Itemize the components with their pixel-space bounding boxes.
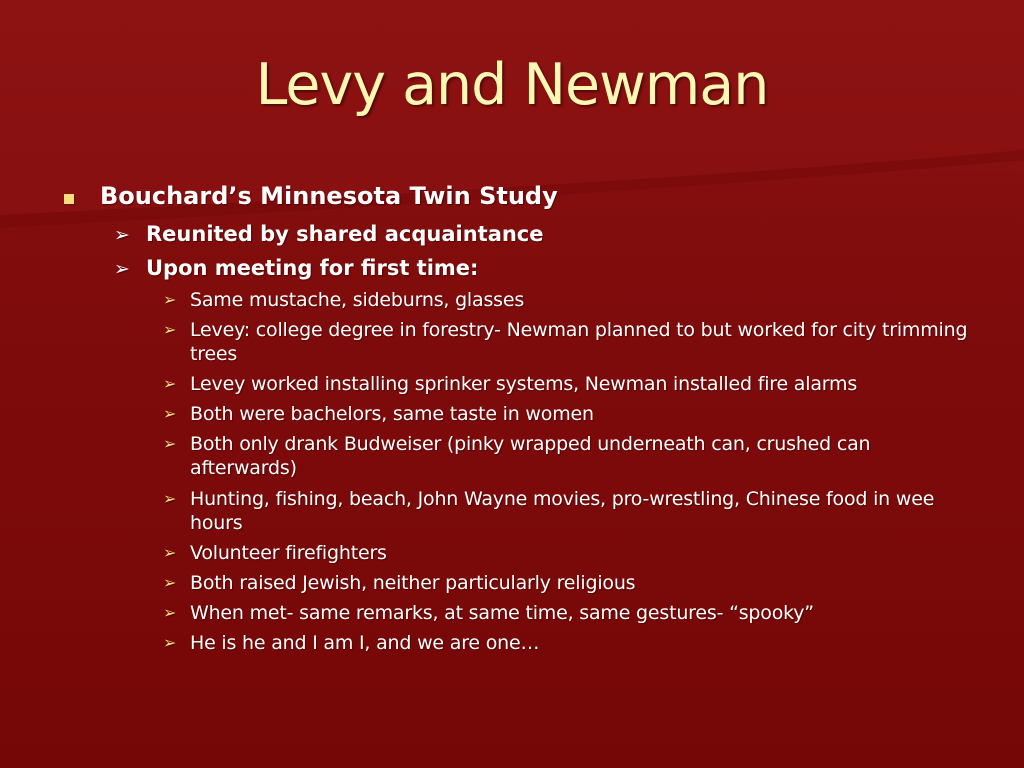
arrow-bullet-icon: ➢ — [163, 374, 177, 393]
detail-item: Same mustache, sideburns, glasses — [190, 289, 525, 311]
detail-item: Both only drank Budweiser (pinky wrapped underneath can, crushed can afterwards) — [190, 433, 871, 479]
detail-item: He is he and I am I, and we are one… — [190, 632, 540, 654]
arrow-bullet-icon: ➢ — [163, 603, 177, 622]
detail-item: When met- same remarks, at same time, same gestures- “spooky” — [190, 602, 814, 624]
arrow-bullet-icon: ➢ — [163, 404, 177, 423]
arrow-bullet-icon: ➢ — [114, 224, 130, 246]
arrow-bullet-icon: ➢ — [163, 543, 177, 562]
arrow-bullet-icon: ➢ — [163, 633, 177, 652]
detail-item: Levey: college degree in forestry- Newman planned to but worked for city trimming trees — [190, 319, 968, 365]
detail-item: Hunting, fishing, beach, John Wayne movies, pro-wrestling, Chinese food in wee hours — [190, 488, 935, 534]
arrow-bullet-icon: ➢ — [163, 290, 177, 309]
arrow-bullet-icon: ➢ — [163, 320, 177, 339]
main-point: Bouchard’s Minnesota Twin Study — [100, 182, 558, 210]
arrow-bullet-icon: ➢ — [163, 573, 177, 592]
sub-point: Upon meeting for first time: — [146, 256, 479, 280]
arrow-bullet-icon: ➢ — [163, 434, 177, 453]
detail-item: Both raised Jewish, neither particularly religious — [190, 572, 636, 594]
detail-item: Both were bachelors, same taste in women — [190, 403, 594, 425]
detail-item: Levey worked installing sprinker systems, Newman installed fire alarms — [190, 373, 858, 395]
detail-item: Volunteer firefighters — [190, 542, 387, 564]
arrow-bullet-icon: ➢ — [114, 258, 130, 280]
slide-title: Levy and Newman — [255, 52, 769, 118]
arrow-bullet-icon: ➢ — [163, 489, 177, 508]
square-bullet-icon — [64, 194, 74, 204]
sub-point: Reunited by shared acquaintance — [146, 222, 544, 246]
